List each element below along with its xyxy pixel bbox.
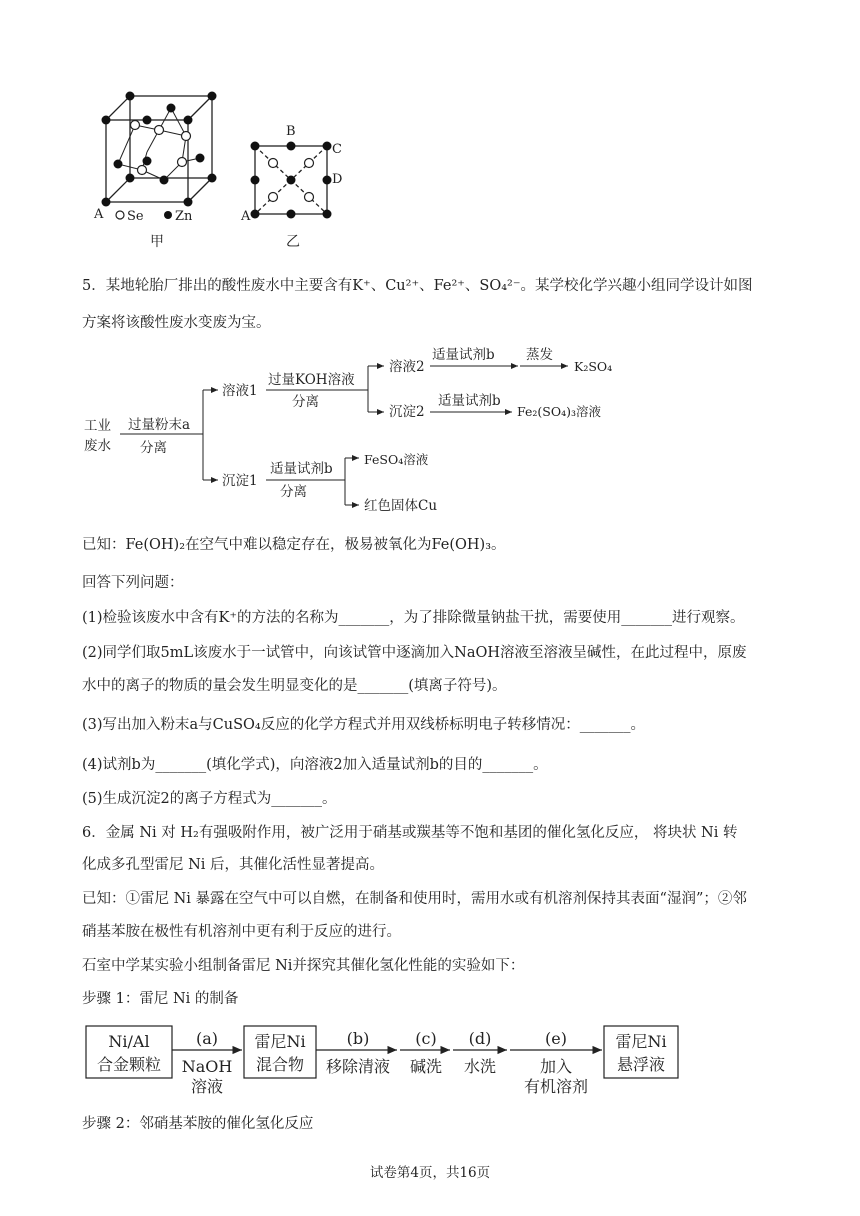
yi-label-c: C (332, 142, 342, 157)
crystal-figures (90, 80, 360, 255)
flow-b3-bottom: 分离 (280, 484, 307, 500)
q5-sub2-line1: (2)同学们取5mL该废水于一试管中，向该试管中逐滴加入NaOH溶液至溶液呈碱性，在此过程中，原废 (82, 645, 747, 661)
jia-caption: 甲 (150, 234, 164, 250)
flow-ppt2: 沉淀2 (389, 404, 425, 420)
box2-line1: 雷尼Ni (254, 1032, 306, 1051)
q5-sub2-line2: 水中的离子的物质的量会发生明显变化的是_______(填离子符号)。 (82, 678, 507, 694)
q6-stem-line1: 6．金属 Ni 对 H₂有强吸附作用，被广泛用于硝基或羰基等不饱和基团的催化氢化反应， 将块状 Ni 转 (82, 825, 738, 841)
flow-s1-bottom: 分离 (140, 440, 167, 456)
box2-line2: 混合物 (255, 1055, 305, 1074)
step-a-top: (a) (195, 1029, 219, 1048)
step-e-top: (e) (545, 1029, 567, 1048)
step-e-bottom-1: 加入 (539, 1057, 573, 1076)
q6-intro: 石室中学某实验小组制备雷尼 Ni并探究其催化氢化性能的实验如下： (82, 958, 525, 974)
flow-feso4: FeSO₄溶液 (364, 452, 429, 467)
q6-stem-line2: 化成多孔型雷尼 Ni 后，其催化活性显著提高。 (82, 857, 385, 873)
flow-sol2: 溶液2 (389, 359, 425, 375)
flow-fe2so43: Fe₂(SO₄)₃溶液 (517, 404, 601, 419)
box3-line1: 雷尼Ni (615, 1032, 667, 1051)
flow-start-1: 工业 (84, 418, 111, 434)
step-c-bottom: 碱洗 (409, 1057, 443, 1076)
flow-start-2: 废水 (84, 438, 111, 454)
flow-evap: 蒸发 (526, 347, 553, 363)
q5-stem-line1: 5．某地轮胎厂排出的酸性废水中主要含有K⁺、Cu²⁺、Fe²⁺、SO₄²⁻。某学校化学兴趣小组同学设计如图 (82, 278, 753, 294)
legend-se-label: Se (127, 209, 144, 224)
q6-known-line1: 已知：①雷尼 Ni 暴露在空气中可以自燃，在制备和使用时，需用水或有机溶剂保持其表面“湿润”；②邻 (82, 891, 747, 907)
q5-answer-prompt: 回答下列问题： (82, 575, 184, 591)
step-d-bottom: 水洗 (463, 1057, 497, 1076)
step-a-bottom-2: 溶液 (190, 1077, 224, 1096)
q5-sub4: (4)试剂b为_______(填化学式)，向溶液2加入适量试剂b的目的_______。 (82, 757, 548, 773)
step-d-top: (d) (468, 1029, 492, 1048)
yi-label-b: B (286, 124, 296, 139)
zinc-selenide-unit-cell (106, 96, 212, 202)
q5-known: 已知：Fe(OH)₂在空气中难以稳定存在，极易被氧化为Fe(OH)₃。 (82, 537, 506, 553)
flow-b1-top: 适量试剂b (432, 347, 495, 363)
legend-zn-label: Zn (175, 209, 193, 224)
q5-sub1: (1)检验该废水中含有K⁺的方法的名称为_______，为了排除微量钠盐干扰，需要使用_______进行观察。 (82, 610, 745, 626)
raney-ni-flowchart (82, 1020, 682, 1100)
wastewater-flowchart (80, 340, 640, 520)
page-footer: 试卷第4页，共16页 (369, 1165, 491, 1181)
jia-label-a: A (94, 207, 104, 222)
box1-line1: Ni/Al (108, 1032, 150, 1051)
yi-caption: 乙 (286, 234, 300, 250)
step-a-bottom-1: NaOH (181, 1057, 233, 1076)
step-e-bottom-2: 有机溶剂 (523, 1077, 589, 1096)
flow-koh-top: 过量KOH溶液 (268, 372, 355, 388)
q6-step2-title: 步骤 2：邻硝基苯胺的催化氢化反应 (82, 1116, 314, 1132)
step-b-top: (b) (346, 1029, 370, 1048)
flow-b2-top: 适量试剂b (438, 393, 501, 409)
flow-sol1: 溶液1 (222, 383, 258, 399)
flow-koh-bottom: 分离 (292, 394, 319, 410)
step-b-bottom: 移除清液 (325, 1057, 391, 1076)
q5-sub3: (3)写出加入粉末a与CuSO₄反应的化学方程式并用双线桥标明电子转移情况：_______。 (82, 717, 645, 733)
flow-ppt1: 沉淀1 (222, 473, 258, 489)
box3-line2: 悬浮液 (616, 1055, 666, 1074)
flow-cu: 红色固体Cu (364, 498, 438, 514)
yi-label-a: A (241, 209, 251, 224)
box1-line2: 合金颗粒 (96, 1055, 162, 1074)
flow-s1-top: 过量粉末a (128, 417, 191, 433)
flow-k2so4: K₂SO₄ (574, 359, 613, 374)
flow-b3-top: 适量试剂b (270, 461, 333, 477)
step-c-top: (c) (415, 1029, 437, 1048)
yi-label-d: D (332, 172, 343, 187)
q6-step1-title: 步骤 1：雷尼 Ni 的制备 (82, 991, 239, 1007)
q6-known-line2: 硝基苯胺在极性有机溶剂中更有利于反应的进行。 (82, 924, 401, 940)
q5-stem-line2: 方案将该酸性废水变废为宝。 (82, 315, 271, 331)
q5-sub5: (5)生成沉淀2的离子方程式为_______。 (82, 791, 337, 807)
